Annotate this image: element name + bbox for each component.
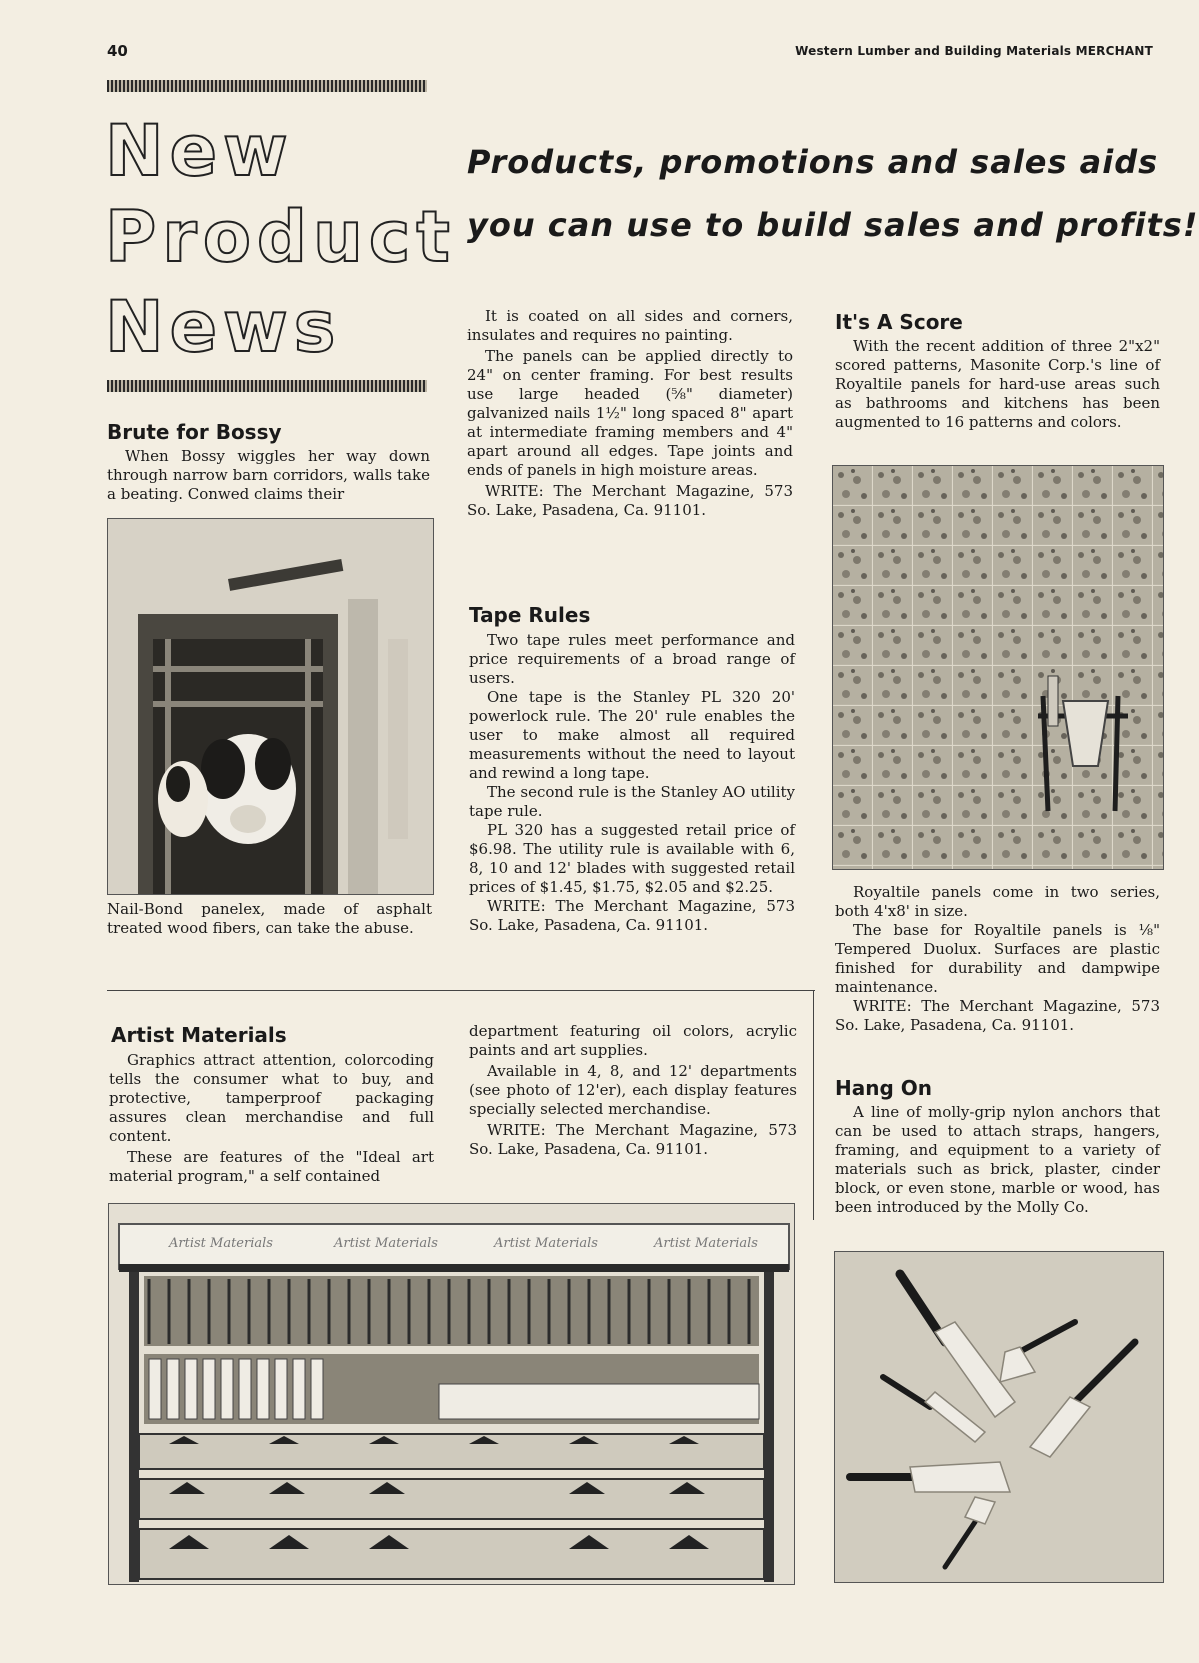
score-paragraph-2: The base for Royaltile panels is ⅛" Tempered Duolux. Surfaces are plastic finished for durability and dampwipe maintenance.: [835, 921, 1160, 996]
score-caption: [835, 883, 1160, 1035]
page-number: 40: [107, 42, 128, 60]
panel-continued-text: [467, 307, 793, 520]
hang-body: [835, 1103, 1160, 1217]
brute-body: [107, 447, 430, 504]
col2-paragraph-1: It is coated on all sides and corners, insulates and requires no painting.: [467, 307, 793, 344]
artist-paragraph-2: These are features of the "Ideal art material program," a self contained: [109, 1148, 434, 1185]
artist-paragraph-4: Available in 4, 8, and 12' departments (see photo of 12'er), each display features specially selected merchandise.: [469, 1062, 797, 1118]
cow-barn-illustration: [108, 519, 433, 894]
hang-paragraph: A line of molly-grip nylon anchors that can be used to attach straps, hangers, framing, and equipment to a variety of materials such as brick, plaster, cinder block, or even stone, marble or wood, has been introduced by the Molly Co.: [835, 1103, 1160, 1216]
artist-body-right: [469, 1022, 797, 1159]
royaltile-photo: [832, 465, 1164, 870]
tape-write-line: WRITE: The Merchant Magazine, 573 So. Lake, Pasadena, Ca. 91101.: [469, 897, 795, 934]
art-display-illustration: [109, 1204, 794, 1584]
masthead-title-line-3: News: [105, 286, 342, 368]
artist-write-line: WRITE: The Merchant Magazine, 573 So. Lake, Pasadena, Ca. 91101.: [469, 1121, 797, 1158]
artist-paragraph-1: Graphics attract attention, colorcoding tells the consumer what to buy, and protective, tamperproof packaging assures clean merchandise and full content.: [109, 1051, 434, 1145]
artist-heading: Artist Materials: [111, 1023, 287, 1047]
brute-paragraph: When Bossy wiggles her way down through narrow barn corridors, walls take a beating. Conwed claims their: [107, 447, 430, 503]
tape-paragraph-4: PL 320 has a suggested retail price of $6.98. The utility rule is available with 6, 8, 10 and 12' blades with suggested retail prices of $1.45, $1.75, $2.05 and $2.25.: [469, 821, 795, 896]
art-display-photo: [108, 1203, 795, 1585]
score-write-line: WRITE: The Merchant Magazine, 573 So. Lake, Pasadena, Ca. 91101.: [835, 997, 1160, 1034]
decorative-rule-bottom: [107, 380, 427, 392]
tape-heading: Tape Rules: [469, 603, 591, 627]
tape-paragraph-1: Two tape rules meet performance and price requirements of a broad range of users.: [469, 631, 795, 687]
decorative-rule-top: [107, 80, 427, 92]
tape-paragraph-3: The second rule is the Stanley AO utility tape rule.: [469, 783, 795, 820]
score-paragraph: With the recent addition of three 2"x2" scored patterns, Masonite Corp.'s line of Royaltile panels for hard-use areas such as bathrooms and kitchens has been augmented to 16 patterns and colors.: [835, 337, 1160, 431]
brute-caption-text: Nail-Bond panelex, made of asphalt treated wood fibers, can take the abuse.: [107, 900, 432, 937]
masthead-title-line-2: Product: [105, 196, 456, 278]
display-sign-2: Artist Materials: [334, 1236, 438, 1251]
score-heading: It's A Score: [835, 310, 963, 334]
display-sign-4: Artist Materials: [654, 1236, 758, 1251]
tagline-line-1: Products, promotions and sales aids: [467, 143, 1159, 181]
display-sign-3: Artist Materials: [494, 1236, 598, 1251]
tagline-line-2: you can use to build sales and profits!: [467, 206, 1199, 244]
cow-photo: [107, 518, 434, 895]
column-divider: [813, 990, 814, 1220]
section-divider: [107, 990, 815, 991]
tape-paragraph-2: One tape is the Stanley PL 320 20' powerlock rule. The 20' rule enables the user to make almost all required measurements without the need to layout and rewind a long tape.: [469, 688, 795, 782]
tape-body: [469, 631, 795, 935]
score-paragraph-1: Royaltile panels come in two series, both 4'x8' in size.: [835, 883, 1160, 920]
nylon-anchors-illustration: [835, 1252, 1163, 1582]
col2-write-line: WRITE: The Merchant Magazine, 573 So. Lake, Pasadena, Ca. 91101.: [467, 482, 793, 519]
tile-wall-illustration: [833, 466, 1163, 869]
artist-body-left: [109, 1051, 434, 1186]
display-sign-1: Artist Materials: [169, 1236, 273, 1251]
artist-paragraph-3: department featuring oil colors, acrylic paints and art supplies.: [469, 1022, 797, 1059]
anchors-photo: [834, 1251, 1164, 1583]
hang-heading: Hang On: [835, 1076, 932, 1100]
score-body: [835, 337, 1160, 432]
publication-title: Western Lumber and Building Materials MERCHANT: [795, 44, 1153, 58]
brute-heading: Brute for Bossy: [107, 420, 282, 444]
brute-caption: [107, 900, 432, 938]
masthead-title-line-1: New: [105, 110, 294, 192]
col2-paragraph-2: The panels can be applied directly to 24" on center framing. For best results use large headed (⅝" diameter) galvanized nails 1½" long spaced 8" apart at intermediate framing members and 4" apart around all edges. Tape joints and ends of panels in high moisture areas.: [467, 347, 793, 479]
